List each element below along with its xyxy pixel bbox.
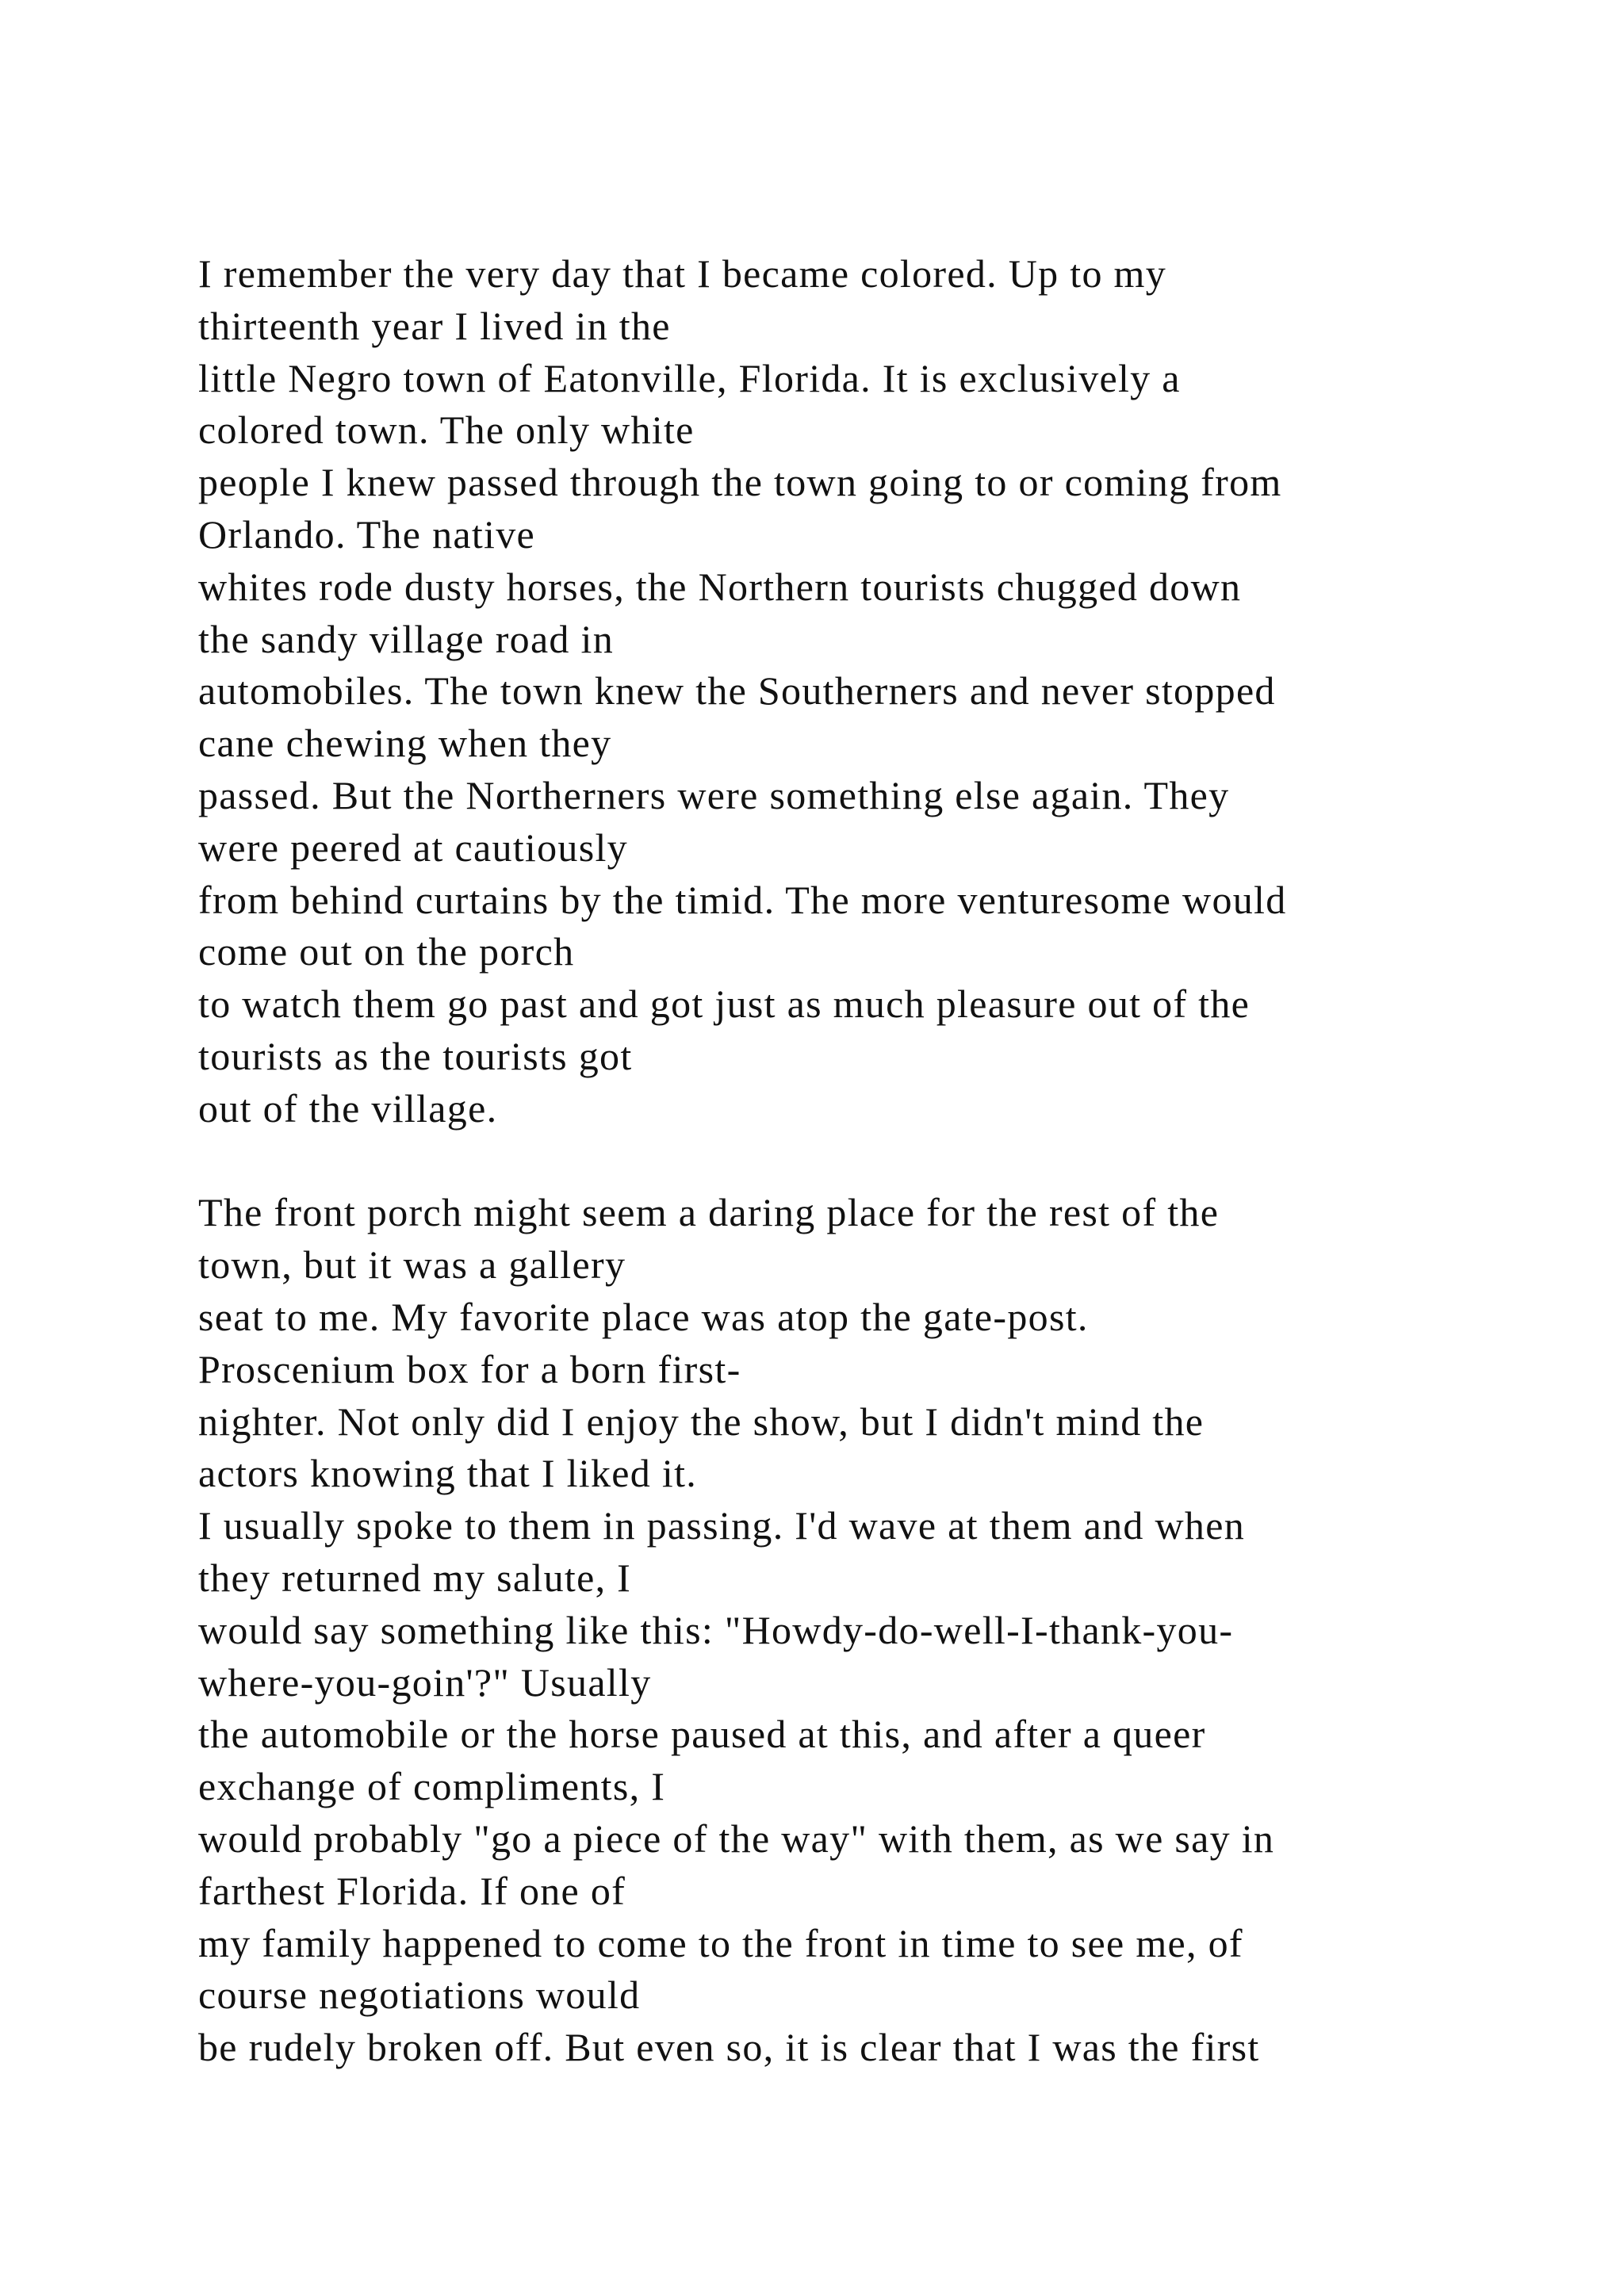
text-line: they returned my salute, I (198, 1555, 632, 1600)
text-line: out of the village. (198, 1085, 498, 1131)
text-line: I usually spoke to them in passing. I'd wave at them and when (198, 1503, 1245, 1548)
text-line: town, but it was a gallery (198, 1242, 626, 1288)
text-line: farthest Florida. If one of (198, 1868, 626, 1913)
text-line: from behind curtains by the timid. The more venturesome would (198, 877, 1287, 922)
text-line: the sandy village road in (198, 616, 615, 661)
text-line: people I knew passed through the town going to or coming from (198, 460, 1282, 505)
text-line: passed. But the Northerners were something else again. They (198, 772, 1230, 817)
text-line: seat to me. My favorite place was atop the gate-post. (198, 1294, 1089, 1339)
paragraph-break (198, 1135, 1610, 1188)
text-line: course negotiations would (198, 1973, 641, 2018)
text-line: Orlando. The native (198, 511, 536, 557)
text-line: whites rode dusty horses, the Northern tourists chugged down (198, 564, 1242, 609)
text-line: tourists as the tourists got (198, 1033, 633, 1078)
text-line: the automobile or the horse paused at this, and after a queer (198, 1712, 1206, 1757)
text-line: come out on the porch (198, 929, 575, 974)
text-line: where-you-goin'?" Usually (198, 1659, 652, 1705)
text-line: colored town. The only white (198, 408, 695, 453)
text-line: would probably "go a piece of the way" with them, as we say in (198, 1816, 1275, 1861)
body-text (198, 248, 1610, 2074)
text-line: thirteenth year I lived in the (198, 303, 671, 348)
text-line: cane chewing when they (198, 721, 612, 766)
text-line: automobiles. The town knew the Southerners and never stopped (198, 668, 1276, 714)
text-line: would say something like this: "Howdy-do-well-I-thank-you- (198, 1607, 1234, 1652)
text-line: Proscenium box for a born first- (198, 1346, 741, 1391)
text-line: be rudely broken off. But even so, it is clear that I was the first (198, 2025, 1260, 2070)
text-line: exchange of compliments, I (198, 1764, 666, 1809)
text-line: to watch them go past and got just as much pleasure out of the (198, 982, 1251, 1027)
text-line: little Negro town of Eatonville, Florida. It is exclusively a (198, 355, 1181, 400)
text-line: my family happened to come to the front in time to see me, of (198, 1920, 1243, 1965)
text-line: actors knowing that I liked it. (198, 1451, 698, 1496)
text-line: I remember the very day that I became colored. Up to my (198, 251, 1167, 296)
text-line: were peered at cautiously (198, 825, 628, 870)
text-line: The front porch might seem a daring place for the rest of the (198, 1190, 1220, 1235)
text-line: nighter. Not only did I enjoy the show, but I didn't mind the (198, 1399, 1205, 1444)
